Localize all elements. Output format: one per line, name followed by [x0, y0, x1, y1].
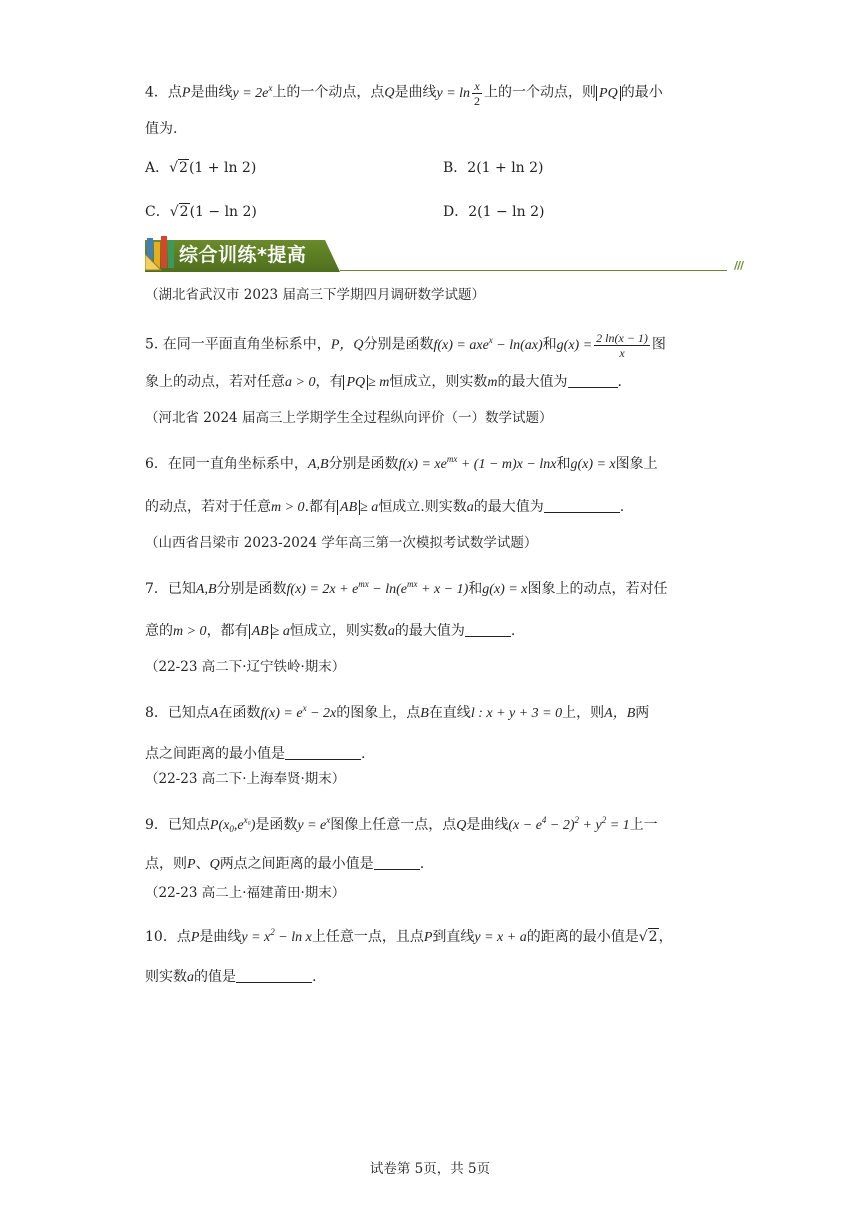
q4-option-a: A．√2(1 + ln 2): [145, 160, 257, 176]
q7-source: （山西省吕梁市 2023-2024 学年高三第一次模拟考试数学试题）: [145, 535, 538, 551]
banner-slashes: ///: [733, 259, 743, 272]
answer-blank[interactable]: [544, 498, 620, 513]
q4-text: 上的一个动点，则: [484, 84, 597, 101]
q10-line2: 则实数a的值是 .: [145, 969, 317, 985]
answer-blank[interactable]: [285, 745, 361, 760]
q5-func-f: f(x) = axe$^x$ − ln(ax): [433, 334, 543, 353]
q6-source: （河北省 2024 届高三上学期学生全过程纵向评价（一）数学试题）: [145, 410, 553, 426]
q6-func-f: $f(x) = xe^{mx} + (1 - m)x - \ln x$: [398, 454, 557, 472]
q5-line1: 5. 在同一平面直角坐标系中，P，Q分别是函数f(x) = axe$^x$ − ln(ax)和g(x) = $\frac{2 \ln(x - 1)}{x}$ 图: [145, 331, 666, 360]
banner-rule: [340, 270, 727, 271]
answer-blank[interactable]: [465, 622, 511, 637]
option-label: D．: [443, 204, 469, 220]
q9-circle: $(x - e^4 - 2)^2 + y^2 = 1$: [508, 815, 630, 833]
option-label: B．: [443, 160, 468, 176]
q6-line2: 的动点，若对于任意m > 0.都有 AB ≥ a恒成立.则实数a的最大值为 .: [145, 499, 625, 515]
section-banner: [145, 234, 743, 274]
q9-source: （22-23 高二下·上海奉贤·期末）: [145, 771, 346, 787]
q9-line1: 9．已知点$P(x_0,e^{x_0})$是函数$y = e^x$图像上任意一点，点Q是曲线$(x - e^4 - 2)^2 + y^2 = 1$上一: [145, 815, 658, 834]
q10-line1: 10．点P是曲线$y = x^2 - \ln x$上任意一点，且点P到直线y = x + a的距离的最小值是√2，: [145, 927, 673, 945]
q8-line1: 8．已知点A在函数$f(x) = e^x - 2x$的图象上，点B在直线l : x + y + 3 = 0上，则A，B两: [145, 703, 650, 721]
q7-line2: 意的m > 0，都有 AB ≥ a恒成立，则实数a的最大值为 .: [145, 623, 516, 639]
q4-option-b: B．2(1 + ln 2): [443, 160, 544, 176]
q10-curve: $y = x^2 - \ln x$: [241, 927, 312, 945]
answer-blank[interactable]: [568, 373, 618, 388]
q4-option-c: C．√2(1 − ln 2): [145, 204, 257, 220]
option-label: C．: [145, 204, 170, 220]
q4-var-p: P: [181, 85, 191, 101]
q4-option-d: D．2(1 − ln 2): [443, 204, 545, 220]
q5-func-g: g(x) = $\frac{2 \ln(x - 1)}{x}$: [556, 331, 648, 360]
q9-func: $y = e^x$: [297, 815, 331, 833]
q5-source: （湖北省武汉市 2023 届高三下学期四月调研数学试题）: [145, 287, 485, 303]
q4-text: 上的一个动点，点: [272, 84, 385, 101]
answer-blank[interactable]: [236, 968, 312, 983]
q4-line2: 值为.: [145, 121, 178, 137]
q8-source: （22-23 高二下·辽宁铁岭·期末）: [145, 659, 346, 675]
q4-curve2: y = ln $\frac{x}{2}$: [436, 79, 481, 108]
banner-title: 综合训练*提高: [179, 244, 307, 266]
q4-line1: [145, 80, 663, 107]
q4-curve1: $y = 2e^x$: [232, 82, 273, 101]
q6-line1: 6．在同一直角坐标系中，A,B分别是函数$f(x) = xe^{mx} + (1 - m)x - \ln x$和g(x) = x图象上: [145, 454, 658, 472]
q10-sqrt: √2: [638, 929, 658, 945]
q5-line2: 象上的动点，若对任意a > 0，有 PQ ≥ m恒成立，则实数m的最大值为 .: [145, 374, 622, 390]
q8-line2: 点之间距离的最小值是 .: [145, 746, 366, 762]
q7-func-f: $f(x) = 2x + e^{mx} - \ln(e^{mx} + x - 1)$: [286, 579, 469, 597]
q8-func-f: $f(x) = e^x - 2x$: [260, 703, 337, 721]
q4-text: 是曲线: [190, 84, 233, 101]
q4-var-q: Q: [384, 85, 395, 101]
q10-source: （22-23 高二上·福建莆田·期末）: [145, 885, 346, 901]
q4-text: 的最小: [620, 84, 663, 101]
q9-point-p: $P(x_0,e^{x_0})$: [209, 815, 256, 834]
answer-blank[interactable]: [374, 855, 420, 870]
books-ruler-icon: [145, 234, 177, 272]
q4-abs-pq: PQ: [596, 86, 621, 101]
q7-line1: 7．已知A,B分别是函数$f(x) = 2x + e^{mx} - \ln(e^{mx} + x - 1)$和g(x) = x图象上的动点，若对任: [145, 579, 668, 597]
page-footer: 试卷第 5页，共 5页: [369, 1161, 491, 1177]
q4-text: 是曲线: [394, 84, 437, 101]
option-label: A．: [145, 160, 170, 176]
q4-text: 4．点: [145, 84, 182, 101]
q9-line2: 点，则P、Q两点之间距离的最小值是 .: [145, 856, 425, 872]
